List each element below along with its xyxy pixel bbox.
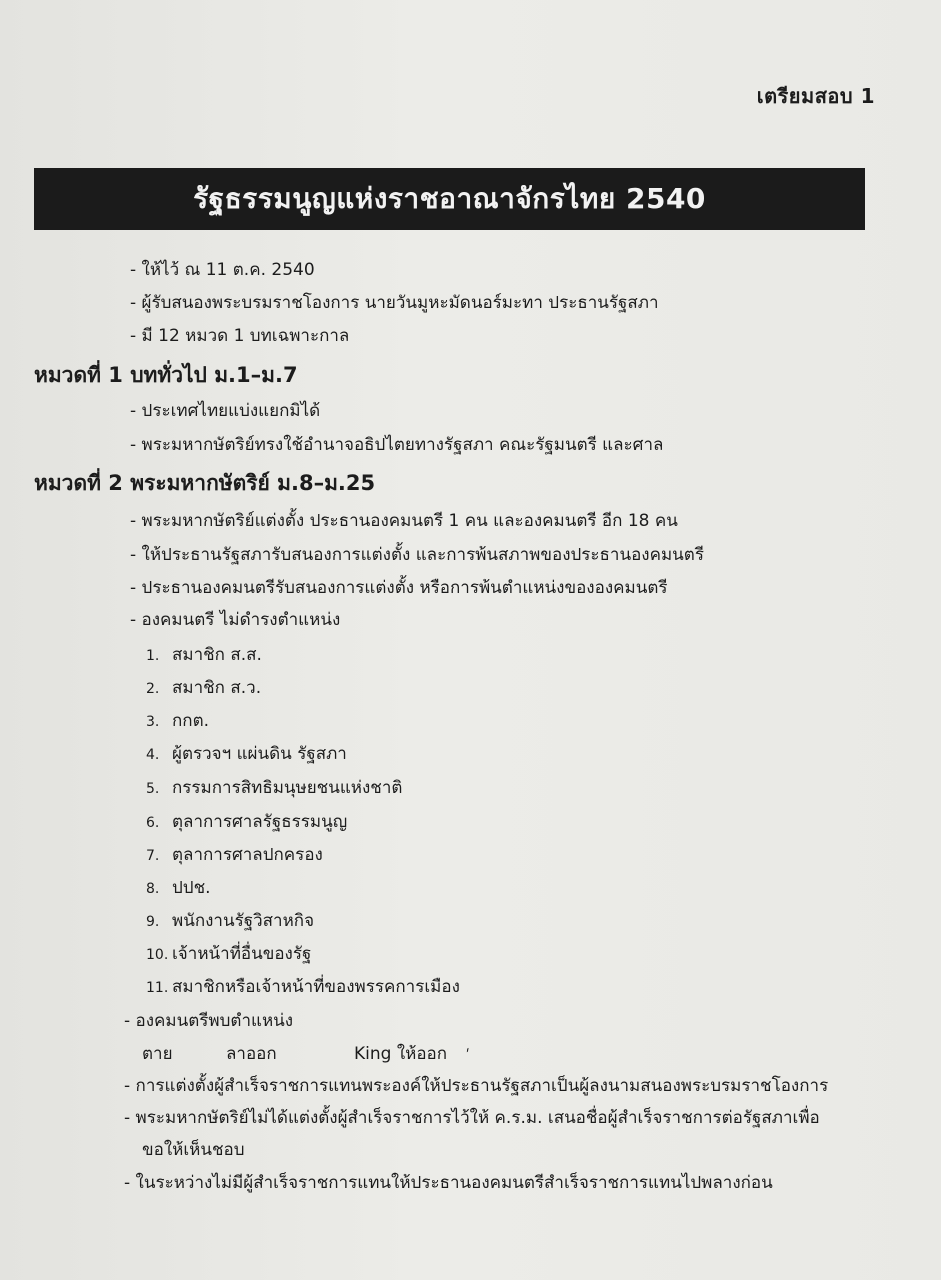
item-number: 9. [146,914,160,930]
section-item: - ให้ประธานรัฐสภารับสนองการแต่งตั้ง และการพ้นสภาพของประธานองคมนตรี [130,545,704,565]
numbered-item [146,909,314,934]
numbered-item [146,709,209,734]
item-number: 8. [146,881,160,897]
item-text: สมาชิกหรือเจ้าหน้าที่ของพรรคการเมือง [172,977,460,997]
numbered-item [146,676,261,701]
section-item: - พระมหากษัตริย์แต่งตั้ง ประธานองคมนตรี 1 คน และองคมนตรี อีก 18 คน [130,511,678,531]
item-text: เจ้าหน้าที่อื่นของรัฐ [172,944,312,964]
banner-title: รัฐธรรมนูญแห่งราชอาณาจักรไทย 2540 [193,182,706,215]
numbered-item [146,843,323,868]
item-text: กรรมการสิทธิมนุษยชนแห่งชาติ [172,778,403,798]
item-number: 5. [146,781,160,797]
regent-item-continued: ขอให้เห็นชอบ [142,1140,245,1160]
vacate-reason: King ให้ออก [354,1044,448,1064]
item-number: 6. [146,815,160,831]
item-text: พนักงานรัฐวิสาหกิจ [172,911,315,931]
item-text: ตุลาการศาลปกครอง [172,845,323,865]
section-heading: หมวดที่ 1 บททั่วไป ม.1–ม.7 [34,363,298,387]
regent-item: - พระมหากษัตริย์ไม่ได้แต่งตั้งผู้สำเร็จราชการไว้ให้ ค.ร.ม. เสนอชื่อผู้สำเร็จราชการต่อรัฐสภาเพื่อ [124,1108,820,1128]
item-text: ปปช. [172,878,211,898]
numbered-item [146,643,262,668]
pen-mark: ˊ [461,1045,479,1066]
item-number: 2. [146,681,160,697]
item-number: 10. [146,947,169,963]
item-number: 1. [146,648,160,664]
numbered-item [146,942,311,967]
item-number: 11. [146,980,169,996]
item-text: กกต. [172,711,210,731]
vacate-reason: ลาออก [226,1044,277,1064]
section-item: - ประธานองคมนตรีรับสนองการแต่งตั้ง หรือการพ้นตำแหน่งขององคมนตรี [130,578,668,598]
intro-line: - ผู้รับสนองพระบรมราชโองการ นายวันมูหะมัดนอร์มะทา ประธานรัฐสภา [130,293,659,313]
title-banner [34,168,865,230]
item-text: สมาชิก ส.ว. [172,678,262,698]
intro-line: - มี 12 หมวด 1 บทเฉพาะกาล [130,326,350,346]
item-number: 3. [146,714,160,730]
page-corner-label: เตรียมสอบ 1 [756,84,875,108]
vacate-reason: ตาย [142,1044,173,1064]
section-heading: หมวดที่ 2 พระมหากษัตริย์ ม.8–ม.25 [34,471,376,495]
item-text: ผู้ตรวจฯ แผ่นดิน รัฐสภา [172,744,347,764]
item-text: ตุลาการศาลรัฐธรรมนูญ [172,812,348,832]
item-number: 7. [146,848,160,864]
regent-item: - การแต่งตั้งผู้สำเร็จราชการแทนพระองค์ให้ประธานรัฐสภาเป็นผู้ลงนามสนองพระบรมราชโองการ [124,1076,829,1096]
item-text: สมาชิก ส.ส. [172,645,262,665]
vacate-title: - องคมนตรีพบตำแหน่ง [124,1011,294,1031]
section-item: - องคมนตรี ไม่ดำรงตำแหน่ง [130,610,341,630]
numbered-item [146,742,347,767]
numbered-item [146,776,402,801]
numbered-item [146,876,211,901]
numbered-item [146,810,347,835]
section-item: - พระมหากษัตริย์ทรงใช้อำนาจอธิปไตยทางรัฐสภา คณะรัฐมนตรี และศาล [130,435,664,455]
regent-item: - ในระหว่างไม่มีผู้สำเร็จราชการแทนให้ประธานองคมนตรีสำเร็จราชการแทนไปพลางก่อน [124,1173,773,1193]
item-number: 4. [146,747,160,763]
numbered-item [146,975,460,1000]
section-item: - ประเทศไทยแบ่งแยกมิได้ [130,401,321,421]
intro-line: - ให้ไว้ ณ 11 ต.ค. 2540 [130,260,315,280]
